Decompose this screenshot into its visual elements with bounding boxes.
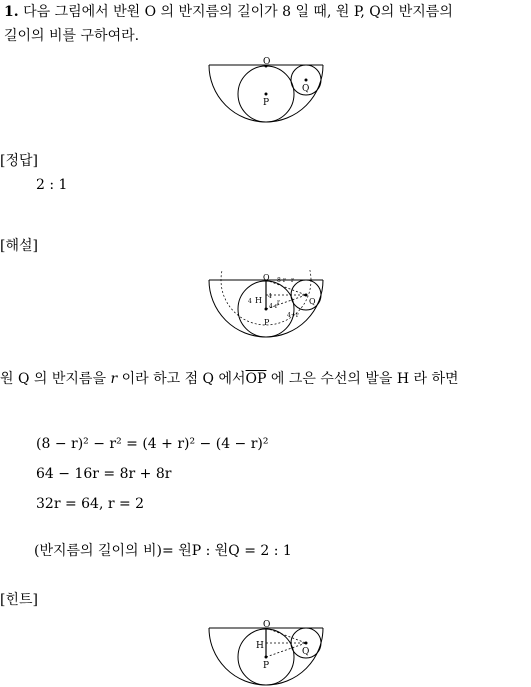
problem-number: 1. — [4, 4, 19, 20]
answer-label: [정답] — [0, 153, 38, 169]
equation-3: 32r = 64, r = 2 — [36, 496, 145, 512]
label-o: O — [263, 57, 271, 67]
problem-line-1 — [4, 2, 453, 22]
svg-text:r: r — [277, 299, 280, 306]
point-q — [305, 79, 308, 82]
svg-text:Q: Q — [309, 297, 316, 306]
point-p — [265, 93, 268, 96]
svg-text:H: H — [256, 641, 264, 651]
hint-label: [힌트] — [0, 592, 38, 608]
problem-figure — [205, 55, 330, 145]
solution-figure — [205, 270, 330, 360]
svg-text:Q: Q — [302, 647, 310, 657]
equation-2: 64 − 16r = 8r + 8r — [36, 466, 172, 482]
solution-sentence: 원 Q 의 반지름을 r 이라 하고 점 Q 에서$\overline{OP}$ 에 그은 수선의 발을 H 라 하면 — [0, 371, 459, 387]
svg-text:8-r: 8-r — [277, 277, 286, 284]
answer-value: 2 : 1 — [36, 177, 68, 193]
svg-text:4: 4 — [268, 293, 272, 300]
svg-text:P: P — [264, 318, 270, 327]
svg-text:O: O — [263, 273, 270, 282]
label-p: P — [263, 98, 270, 108]
ratio-line: (반지름의 길이의 비)= 원P : 원Q = 2 : 1 — [34, 543, 292, 559]
label-q: Q — [302, 84, 310, 94]
svg-text:4: 4 — [248, 298, 252, 305]
hint-figure — [205, 618, 330, 687]
solution-label: [해설] — [0, 238, 38, 254]
svg-text:P: P — [263, 661, 270, 671]
equation-1: (8 − r)² − r² = (4 + r)² − (4 − r)² — [36, 436, 269, 452]
svg-text:r: r — [291, 277, 294, 284]
problem-text-1: 다음 그림에서 반원 O 의 반지름의 길이가 8 일 때, 원 P, Q의 반지름의 — [23, 4, 453, 20]
svg-text:O: O — [263, 620, 271, 630]
problem-text-2: 길이의 비를 구하여라. — [4, 28, 140, 44]
svg-text:4-r: 4-r — [269, 303, 278, 310]
svg-text:4+r: 4+r — [287, 312, 299, 319]
svg-text:H: H — [255, 296, 262, 305]
